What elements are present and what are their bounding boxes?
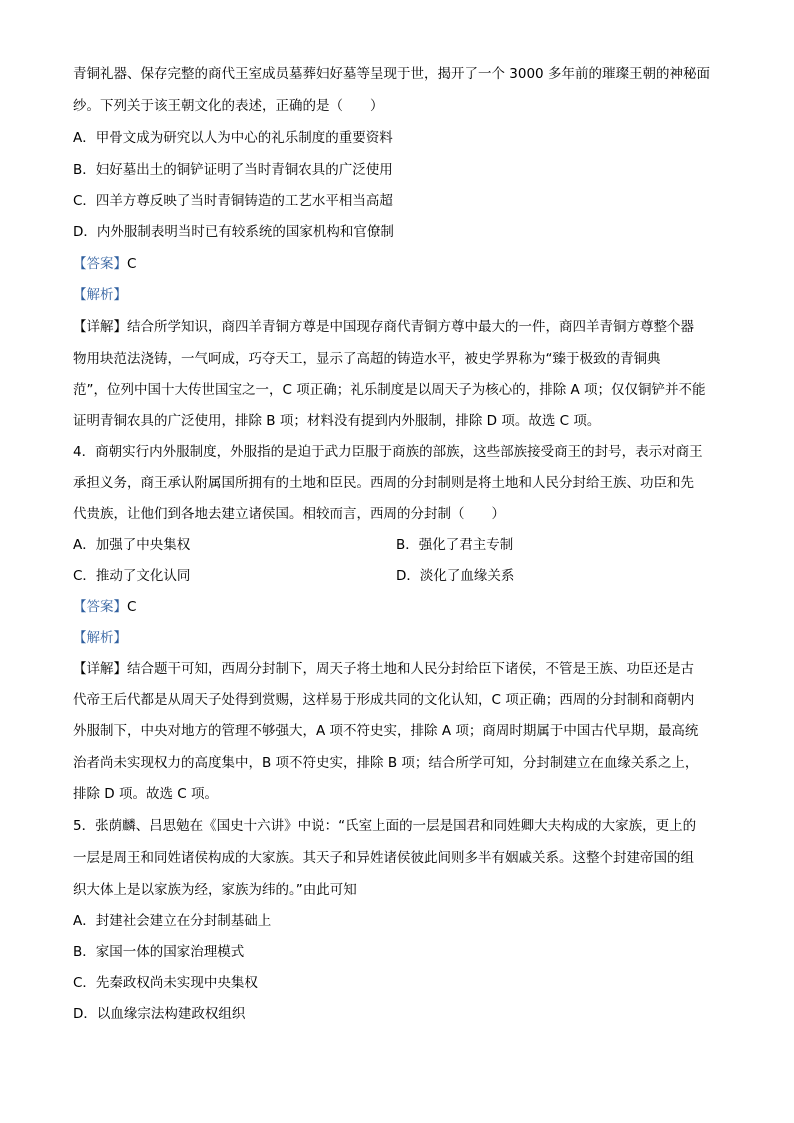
- q3-detail-line-3: 范”，位列中国十大传世国宝之一，C 项正确；礼乐制度是以周天子为核心的，排除 A 项；仅仅铜铲并不能: [73, 382, 706, 398]
- q5-option-c: C．先秦政权尚未实现中央集权: [73, 975, 258, 991]
- q3-option-d: D．内外服制表明当时已有较系统的国家机构和官僚制: [73, 224, 394, 240]
- q3-option-a: A．甲骨文成为研究以人为中心的礼乐制度的重要资料: [73, 130, 393, 146]
- q5-option-b: B．家国一体的国家治理模式: [73, 944, 245, 960]
- q3-analysis-heading: [73, 285, 127, 305]
- q5-option-d: D．以血缘宗法构建政权组织: [73, 1006, 246, 1022]
- q5-stem-line-3: 织大体上是以家族为经，家族为纬的。”由此可知: [73, 882, 357, 898]
- q5-stem-line-2: 一层是周王和同姓诸侯构成的大家族。其天子和异姓诸侯彼此间则多半有姻戚关系。这整个封建帝国的组: [73, 850, 694, 866]
- q3-detail-line-2: 物用块范法浇铸，一气呵成，巧夺天工，显示了高超的铸造水平，被史学界称为“臻于极致的青铜典: [73, 351, 661, 367]
- q3-detail-line-1: [73, 317, 694, 337]
- q3-detail-line-4: 证明青铜农具的广泛使用，排除 B 项；材料没有提到内外服制，排除 D 项。故选 C 项。: [73, 413, 601, 429]
- answer-tag: 【答案】: [73, 599, 127, 615]
- q4-analysis-heading: [73, 628, 127, 648]
- analysis-tag: 【解析】: [73, 630, 127, 646]
- q4-detail-line-4: 治者尚未实现权力的高度集中，B 项不符史实，排除 B 项；结合所学可知，分封制建立在血缘关系之上，: [73, 755, 699, 771]
- q4-detail-line-5: 排除 D 项。故选 C 项。: [73, 786, 218, 802]
- q3-stem-line-1: 青铜礼器、保存完整的商代王室成员墓葬妇好墓等呈现于世，揭开了一个 3000 多年前的璀璨王朝的神秘面: [73, 66, 710, 82]
- q4-option-a: A．加强了中央集权: [73, 537, 191, 553]
- answer-tag: 【答案】: [73, 256, 127, 272]
- detail-tag: 【详解】: [73, 661, 127, 677]
- q4-answer: [73, 597, 136, 617]
- detail-tag: 【详解】: [73, 319, 127, 335]
- q3-option-b: B．妇好墓出土的铜铲证明了当时青铜农具的广泛使用: [73, 162, 393, 178]
- detail-text: 结合题干可知，西周分封制下，周天子将土地和人民分封给臣下诸侯，不管是王族、功臣还是古: [127, 661, 694, 677]
- answer-value: C: [127, 256, 137, 272]
- q3-stem-line-2: 纱。下列关于该王朝文化的表述，正确的是（ ）: [73, 98, 384, 114]
- q4-detail-line-2: 代帝王后代都是从周天子处得到赏赐，这样易于形成共同的文化认知，C 项正确；西周的分封制和商朝内: [73, 692, 695, 708]
- q4-option-b: B．强化了君主专制: [396, 537, 514, 553]
- q4-detail-line-3: 外服制下，中央对地方的管理不够强大，A 项不符史实，排除 A 项；商周时期属于中国古代早期，最高统: [73, 723, 699, 739]
- detail-text: 结合所学知识，商四羊青铜方尊是中国现存商代青铜方尊中最大的一件，商四羊青铜方尊整个器: [127, 319, 694, 335]
- answer-value: C: [127, 599, 137, 615]
- q4-stem-line-1: 4．商朝实行内外服制度，外服指的是迫于武力臣服于商族的部族，这些部族接受商王的封号，表示对商王: [73, 444, 703, 460]
- q4-stem-line-3: 代贵族，让他们到各地去建立诸侯国。相较而言，西周的分封制（ ）: [73, 506, 505, 522]
- q4-detail-line-1: [73, 659, 694, 679]
- q3-answer: [73, 254, 136, 274]
- q3-option-c: C．四羊方尊反映了当时青铜铸造的工艺水平相当高超: [73, 193, 393, 209]
- q5-option-a: A．封建社会建立在分封制基础上: [73, 913, 272, 929]
- q5-stem-line-1: 5．张荫麟、吕思勉在《国史十六讲》中说：“氏室上面的一层是国君和同姓卿大夫构成的大家族，更上的: [73, 818, 697, 834]
- analysis-tag: 【解析】: [73, 287, 127, 303]
- q4-stem-line-2: 承担义务，商王承认附属国所拥有的土地和臣民。西周的分封制则是将土地和人民分封给王族、功臣和先: [73, 475, 694, 491]
- q4-option-c: C．推动了文化认同: [73, 568, 191, 584]
- q4-option-d: D．淡化了血缘关系: [396, 568, 515, 584]
